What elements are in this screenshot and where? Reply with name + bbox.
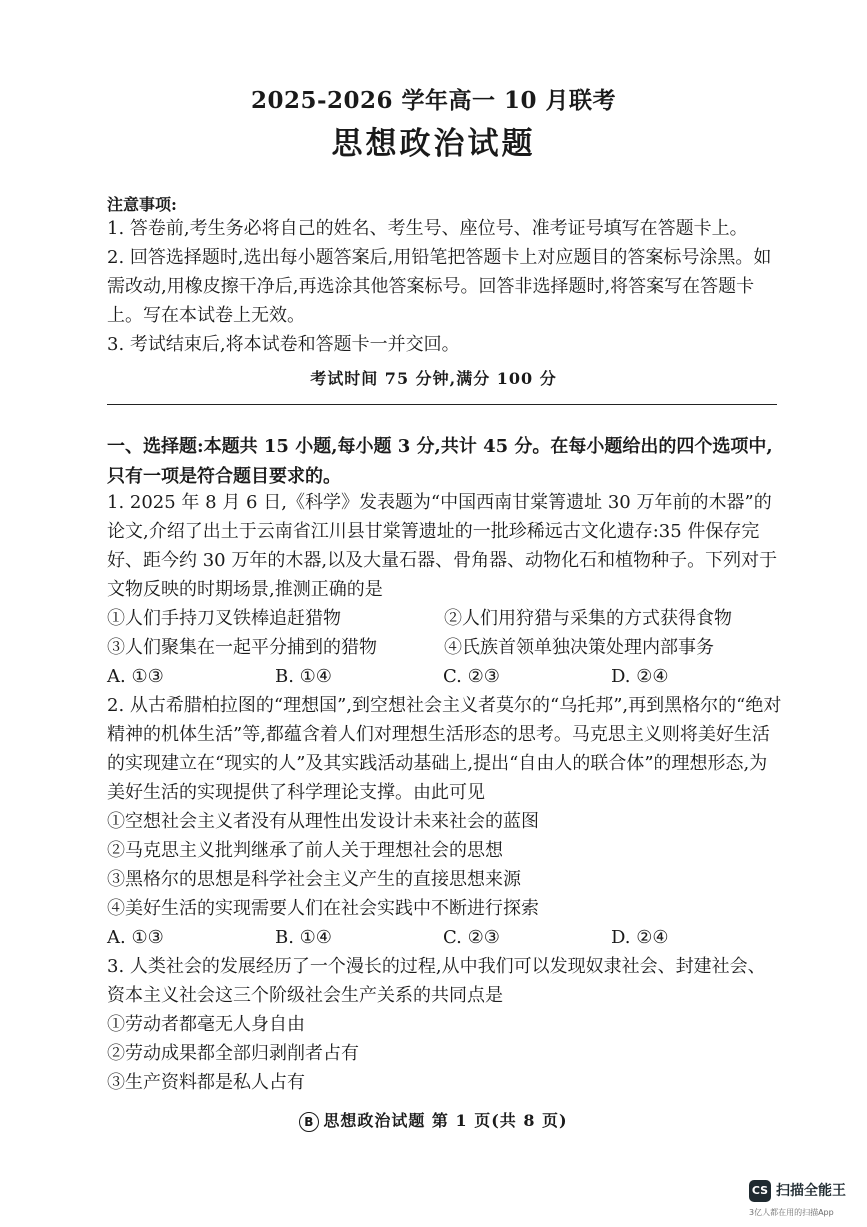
- answer-choices: [107, 662, 782, 691]
- answer-choices: [107, 923, 782, 952]
- answer-choice-b: B. ①④: [275, 666, 332, 687]
- answer-choice-d: D. ②④: [611, 666, 669, 687]
- watermark-app-name: 扫描全能王: [776, 1183, 846, 1199]
- statement-option: ②人们用狩猎与采集的方式获得食物: [444, 608, 732, 629]
- question-list: [107, 488, 782, 1097]
- question-stem: 1. 2025 年 8 月 6 日,《科学》发表题为“中国西南甘棠箐遗址 30 万年前的木器”的论文,介绍了出土于云南省江川县甘棠箐遗址的一批珍稀远古文化遗存:35 件保存完好、距今约 30 万年的木器,以及大量石器、骨角器、动物化石和植物种子。下列对于文物反映的时期场景,推测正确的是: [107, 492, 778, 600]
- exam-title: 2025-2026 学年高一 10 月联考: [250, 87, 617, 114]
- statement-option: ③黑格尔的思想是科学社会主义产生的直接思想来源: [107, 869, 521, 890]
- notice-heading: 注意事项:: [107, 195, 177, 214]
- statement-option: ②劳动成果都全部归剥削者占有: [107, 1043, 359, 1064]
- divider-line: [107, 404, 777, 405]
- answer-choice-a: A. ①③: [107, 666, 164, 687]
- answer-choice-d: D. ②④: [611, 927, 669, 948]
- camscanner-logo-icon: CS: [749, 1180, 771, 1202]
- subject-title: 思想政治试题: [331, 126, 536, 162]
- statement-option: ④氏族首领单独决策处理内部事务: [444, 637, 714, 658]
- answer-choice-c: C. ②③: [443, 666, 500, 687]
- statement-option: ①空想社会主义者没有从理性出发设计未来社会的蓝图: [107, 811, 539, 832]
- statement-option: ①劳动者都毫无人身自由: [107, 1014, 305, 1035]
- statement-option: ③生产资料都是私人占有: [107, 1072, 305, 1093]
- exam-time-info: 考试时间 75 分钟,满分 100 分: [310, 369, 557, 388]
- notice-item: 1. 答卷前,考生务必将自己的姓名、考生号、座位号、准考证号填写在答题卡上。: [107, 218, 748, 239]
- answer-choice-b: B. ①④: [275, 927, 332, 948]
- answer-choice-c: C. ②③: [443, 927, 500, 948]
- question-2: [107, 691, 782, 952]
- notice-item: 2. 回答选择题时,选出每小题答案后,用铅笔把答题卡上对应题目的答案标号涂黑。如需改动,用橡皮擦干净后,再选涂其他答案标号。回答非选择题时,将答案写在答题卡上。写在本试卷上无效。: [107, 247, 772, 326]
- notice-list: [107, 214, 787, 359]
- question-1: [107, 488, 782, 691]
- notice-item: 3. 考试结束后,将本试卷和答题卡一并交回。: [107, 334, 460, 355]
- section-heading: 一、选择题:本题共 15 小题,每小题 3 分,共计 45 分。在每小题给出的四个选项中,只有一项是符合题目要求的。: [107, 436, 773, 487]
- question-stem: 3. 人类社会的发展经历了一个漫长的过程,从中我们可以发现奴隶社会、封建社会、资本主义社会这三个阶级社会生产关系的共同点是: [107, 956, 766, 1006]
- statement-option: ②马克思主义批判继承了前人关于理想社会的思想: [107, 840, 503, 861]
- question-stem: 2. 从古希腊柏拉图的“理想国”,到空想社会主义者莫尔的“乌托邦”,再到黑格尔的“绝对精神的机体生活”等,都蕴含着人们对理想生活形态的思考。马克思主义则将美好生活的实现建立在“现实的人”及其实践活动基础上,提出“自由人的联合体”的理想形态,为美好生活的实现提供了科学理论支撑。由此可见: [107, 695, 782, 803]
- statement-row: [107, 633, 782, 662]
- statement-option: ④美好生活的实现需要人们在社会实践中不断进行探索: [107, 898, 539, 919]
- statement-option: ①人们手持刀叉铁棒追赶猎物: [107, 608, 341, 629]
- page-footer: [0, 1108, 867, 1132]
- page-number-text: 思想政治试题 第 1 页(共 8 页): [323, 1111, 568, 1130]
- watermark-slogan: 3亿人都在用的扫描App: [749, 1208, 834, 1217]
- question-3: [107, 952, 782, 1097]
- scanner-watermark: [749, 1177, 861, 1221]
- paper-version-badge: B: [299, 1112, 319, 1132]
- answer-choice-a: A. ①③: [107, 927, 164, 948]
- statement-option: ③人们聚集在一起平分捕到的猎物: [107, 637, 377, 658]
- statement-row: [107, 604, 782, 633]
